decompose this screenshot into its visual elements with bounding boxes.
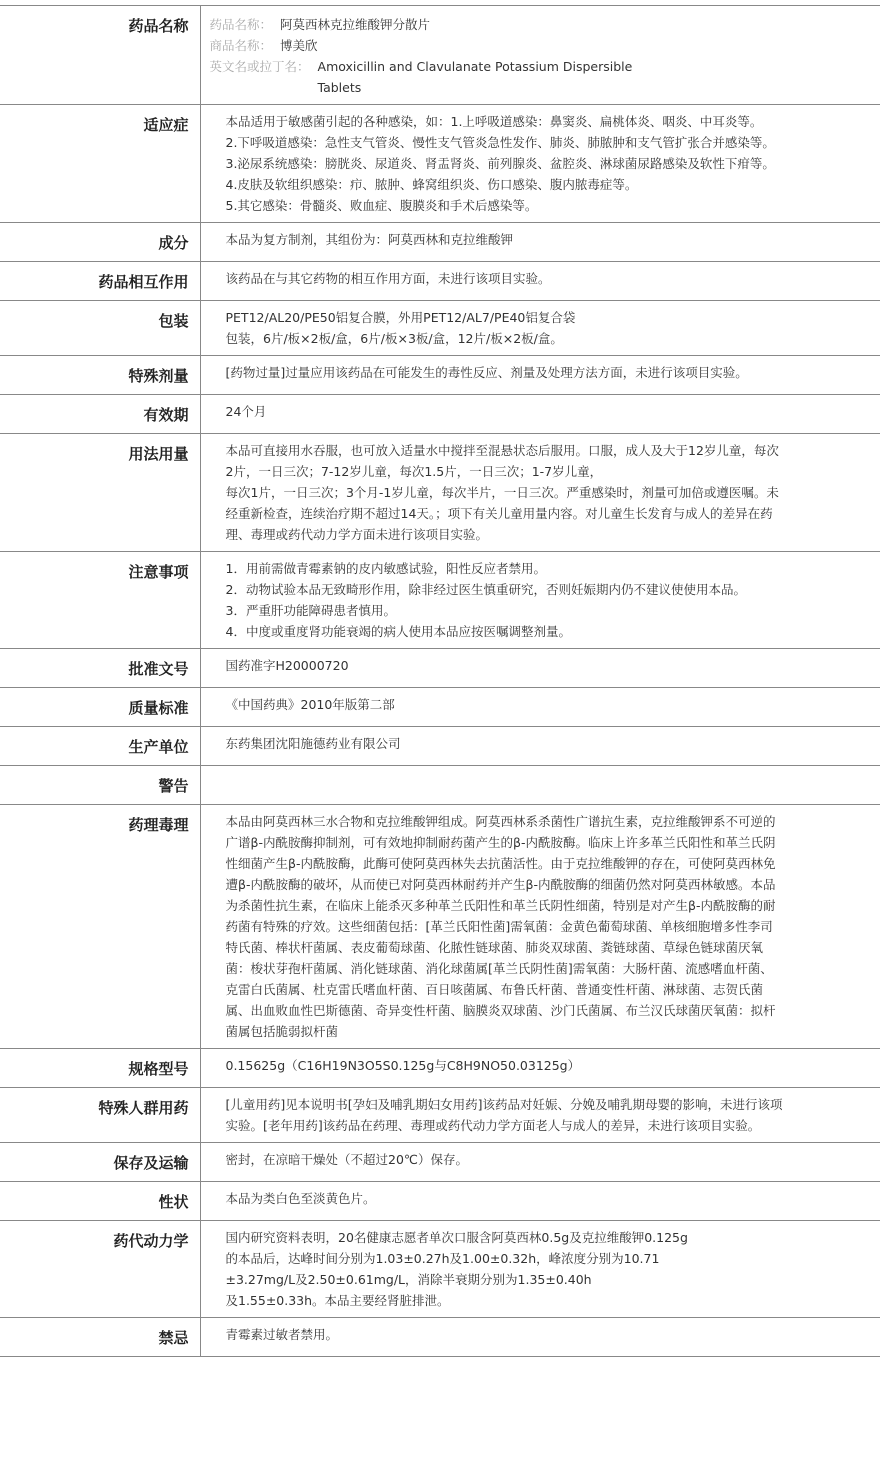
row-value: [儿童用药]见本说明书[孕妇及哺乳期妇女用药]该药品对妊娠、分娩及哺乳期母婴的影响，未进行该项实验。[老年用药]该药品在药理、毒理或药代动力学方面老人与成人的差异，未进行该项目实验。: [200, 1088, 880, 1143]
row-label: 适应症: [0, 105, 200, 223]
latin-name-line: [210, 56, 871, 98]
row-value: 密封，在凉暗干燥处（不超过20℃）保存。: [200, 1143, 880, 1182]
indication-line: 2.下呼吸道感染：急性支气管炎、慢性支气管炎急性发作、肺炎、肺脓肿和支气管扩张合并感染等。: [225, 135, 775, 150]
row-pharmacology: [0, 805, 880, 1049]
latin-name-value: Amoxicillin and Clavulanate Potassium Dispersible Tablets: [317, 59, 633, 95]
row-label: 药品相互作用: [0, 262, 200, 301]
row-value: [200, 1221, 880, 1318]
row-label: 规格型号: [0, 1049, 200, 1088]
generic-name-value: 阿莫西林克拉维酸钾分散片: [280, 17, 431, 32]
row-drug-name: [0, 6, 880, 105]
row-label: 药品名称: [0, 6, 200, 105]
drug-info-table: [0, 5, 880, 1357]
row-approval: [0, 649, 880, 688]
row-precautions: [0, 552, 880, 649]
row-label: 禁忌: [0, 1318, 200, 1357]
row-packaging: [0, 301, 880, 356]
generic-name-key: 药品名称：: [209, 17, 273, 32]
pk-line: ±3.27mg/L及2.50±0.61mg/L，消除半衰期分别为1.35±0.40h: [225, 1272, 592, 1287]
row-ingredients: [0, 223, 880, 262]
row-label: 质量标准: [0, 688, 200, 727]
precaution-line: 4．中度或重度肾功能衰竭的病人使用本品应按医嘱调整剂量。: [225, 624, 571, 639]
row-value: [200, 6, 880, 105]
row-value: [200, 766, 880, 805]
row-value: 东药集团沈阳施德药业有限公司: [200, 727, 880, 766]
row-value: 24个月: [200, 395, 880, 434]
row-value: 0.15625g（C16H19N3O5S0.125g与C8H9NO50.03125g）: [200, 1049, 880, 1088]
row-special-population: [0, 1088, 880, 1143]
row-value: 本品由阿莫西林三水合物和克拉维酸钾组成。阿莫西林系杀菌性广谱抗生素，克拉维酸钾系不可逆的广谱β-内酰胺酶抑制剂，可有效地抑制耐药菌产生的β-内酰胺酶。临床上许多革兰氏阳性和革兰氏阴性细菌产生β-内酰胺酶，此酶可使阿莫西林失去抗菌活性。由于克拉维酸钾的存在，可使阿莫西林免遭β-内酰胺酶的破坏，从而使已对阿莫西林耐药并产生β-内酰胺酶的细菌仍然对阿莫西林敏感。本品为杀菌性抗生素，在临床上能杀灭多种革兰氏阳性和革兰氏阴性细菌，特别是对产生β-内酰胺酶的耐药菌有特殊的疗效。这些细菌包括：[革兰氏阳性菌]需氧菌：金黄色葡萄球菌、单核细胞增多性李司特氏菌、棒状杆菌属、表皮葡萄球菌、化脓性链球菌、肺炎双球菌、粪链球菌、草绿色链球菌厌氧菌：梭状芽孢杆菌属、消化链球菌、消化球菌属[革兰氏阴性菌]需氧菌：大肠杆菌、流感嗜血杆菌、克雷白氏菌属、杜克雷氏嗜血杆菌、百日咳菌属、布鲁氏杆菌、普通变性杆菌、淋球菌、志贺氏菌属、出血败血性巴斯德菌、奇异变性杆菌、脑膜炎双球菌、沙门氏菌属、布兰汉氏球菌厌氧菌：拟杆菌属包括脆弱拟杆菌: [200, 805, 880, 1049]
row-value: [药物过量]过量应用该药品在可能发生的毒性反应、剂量及处理方法方面，未进行该项目实验。: [200, 356, 880, 395]
row-value: 本品为复方制剂，其组份为：阿莫西林和克拉维酸钾: [200, 223, 880, 262]
generic-name-line: [210, 14, 871, 35]
row-value: 该药品在与其它药物的相互作用方面，未进行该项目实验。: [200, 262, 880, 301]
packaging-line: PET12/AL20/PE50铝复合膜，外用PET12/AL7/PE40铝复合袋: [225, 310, 576, 325]
packaging-line: 包装，6片/板×2板/盒，6片/板×3板/盒，12片/板×2板/盒。: [225, 331, 563, 346]
trade-name-line: [210, 35, 871, 56]
indication-line: 本品适用于敏感菌引起的各种感染，如：1.上呼吸道感染：鼻窦炎、扁桃体炎、咽炎、中耳炎等。: [225, 114, 763, 129]
row-label: 药代动力学: [0, 1221, 200, 1318]
row-label: 成分: [0, 223, 200, 262]
precaution-line: 3．严重肝功能障碍患者慎用。: [225, 603, 396, 618]
row-validity: [0, 395, 880, 434]
row-special-dose: [0, 356, 880, 395]
precaution-line: 1．用前需做青霉素钠的皮内敏感试验，阳性反应者禁用。: [225, 561, 546, 576]
row-label: 警告: [0, 766, 200, 805]
row-spec: [0, 1049, 880, 1088]
row-value: [200, 552, 880, 649]
row-value: 国药准字H20000720: [200, 649, 880, 688]
row-interactions: [0, 262, 880, 301]
pk-line: 及1.55±0.33h。本品主要经肾脏排泄。: [225, 1293, 450, 1308]
row-label: 特殊人群用药: [0, 1088, 200, 1143]
row-label: 有效期: [0, 395, 200, 434]
row-warning: [0, 766, 880, 805]
row-standard: [0, 688, 880, 727]
indication-line: 5.其它感染：骨髓炎、败血症、腹膜炎和手术后感染等。: [225, 198, 538, 213]
row-value: [200, 301, 880, 356]
row-value: [200, 105, 880, 223]
row-label: 特殊剂量: [0, 356, 200, 395]
row-appearance: [0, 1182, 880, 1221]
row-value: [200, 434, 880, 552]
dosage-line: 每次1片，一日三次；3个月-1岁儿童，每次半片，一日三次。严重感染时，剂量可加倍或遵医嘱。未经重新检查，连续治疗期不超过14天。；项下有关儿童用量内容。对儿童生长发育与成人的差异在药理、毒理或药代动力学方面未进行该项目实验。: [225, 485, 779, 542]
indication-line: 3.泌尿系统感染：膀胱炎、尿道炎、肾盂肾炎、前列腺炎、盆腔炎、淋球菌尿路感染及软性下疳等。: [225, 156, 775, 171]
trade-name-key: 商品名称：: [209, 38, 273, 53]
row-value: 青霉素过敏者禁用。: [200, 1318, 880, 1357]
trade-name-value: 博美欣: [280, 38, 318, 53]
row-storage: [0, 1143, 880, 1182]
row-label: 保存及运输: [0, 1143, 200, 1182]
row-label: 生产单位: [0, 727, 200, 766]
precaution-line: 2．动物试验本品无致畸形作用，除非经过医生慎重研究，否则妊娠期内仍不建议使使用本品。: [225, 582, 746, 597]
row-pharmacokinetics: [0, 1221, 880, 1318]
pk-line: 的本品后，达峰时间分别为1.03±0.27h及1.00±0.32h，峰浓度分别为10.71: [225, 1251, 660, 1266]
pk-line: 国内研究资料表明，20名健康志愿者单次口服含阿莫西林0.5g及克拉维酸钾0.125g: [225, 1230, 688, 1245]
row-indications: [0, 105, 880, 223]
row-label: 批准文号: [0, 649, 200, 688]
indication-line: 4.皮肤及软组织感染：疖、脓肿、蜂窝组织炎、伤口感染、腹内脓毒症等。: [225, 177, 638, 192]
row-contraindications: [0, 1318, 880, 1357]
latin-name-key: 英文名或拉丁名：: [209, 59, 310, 74]
row-label: 用法用量: [0, 434, 200, 552]
dosage-line: 本品可直接用水吞服，也可放入适量水中搅拌至混悬状态后服用。口服，成人及大于12岁儿童，每次2片，一日三次；7-12岁儿童，每次1.5片，一日三次；1-7岁儿童，: [225, 443, 779, 479]
row-dosage: [0, 434, 880, 552]
row-label: 包装: [0, 301, 200, 356]
row-value: 《中国药典》2010年版第二部: [200, 688, 880, 727]
row-label: 性状: [0, 1182, 200, 1221]
row-manufacturer: [0, 727, 880, 766]
row-label: 药理毒理: [0, 805, 200, 1049]
row-label: 注意事项: [0, 552, 200, 649]
row-value: 本品为类白色至淡黄色片。: [200, 1182, 880, 1221]
